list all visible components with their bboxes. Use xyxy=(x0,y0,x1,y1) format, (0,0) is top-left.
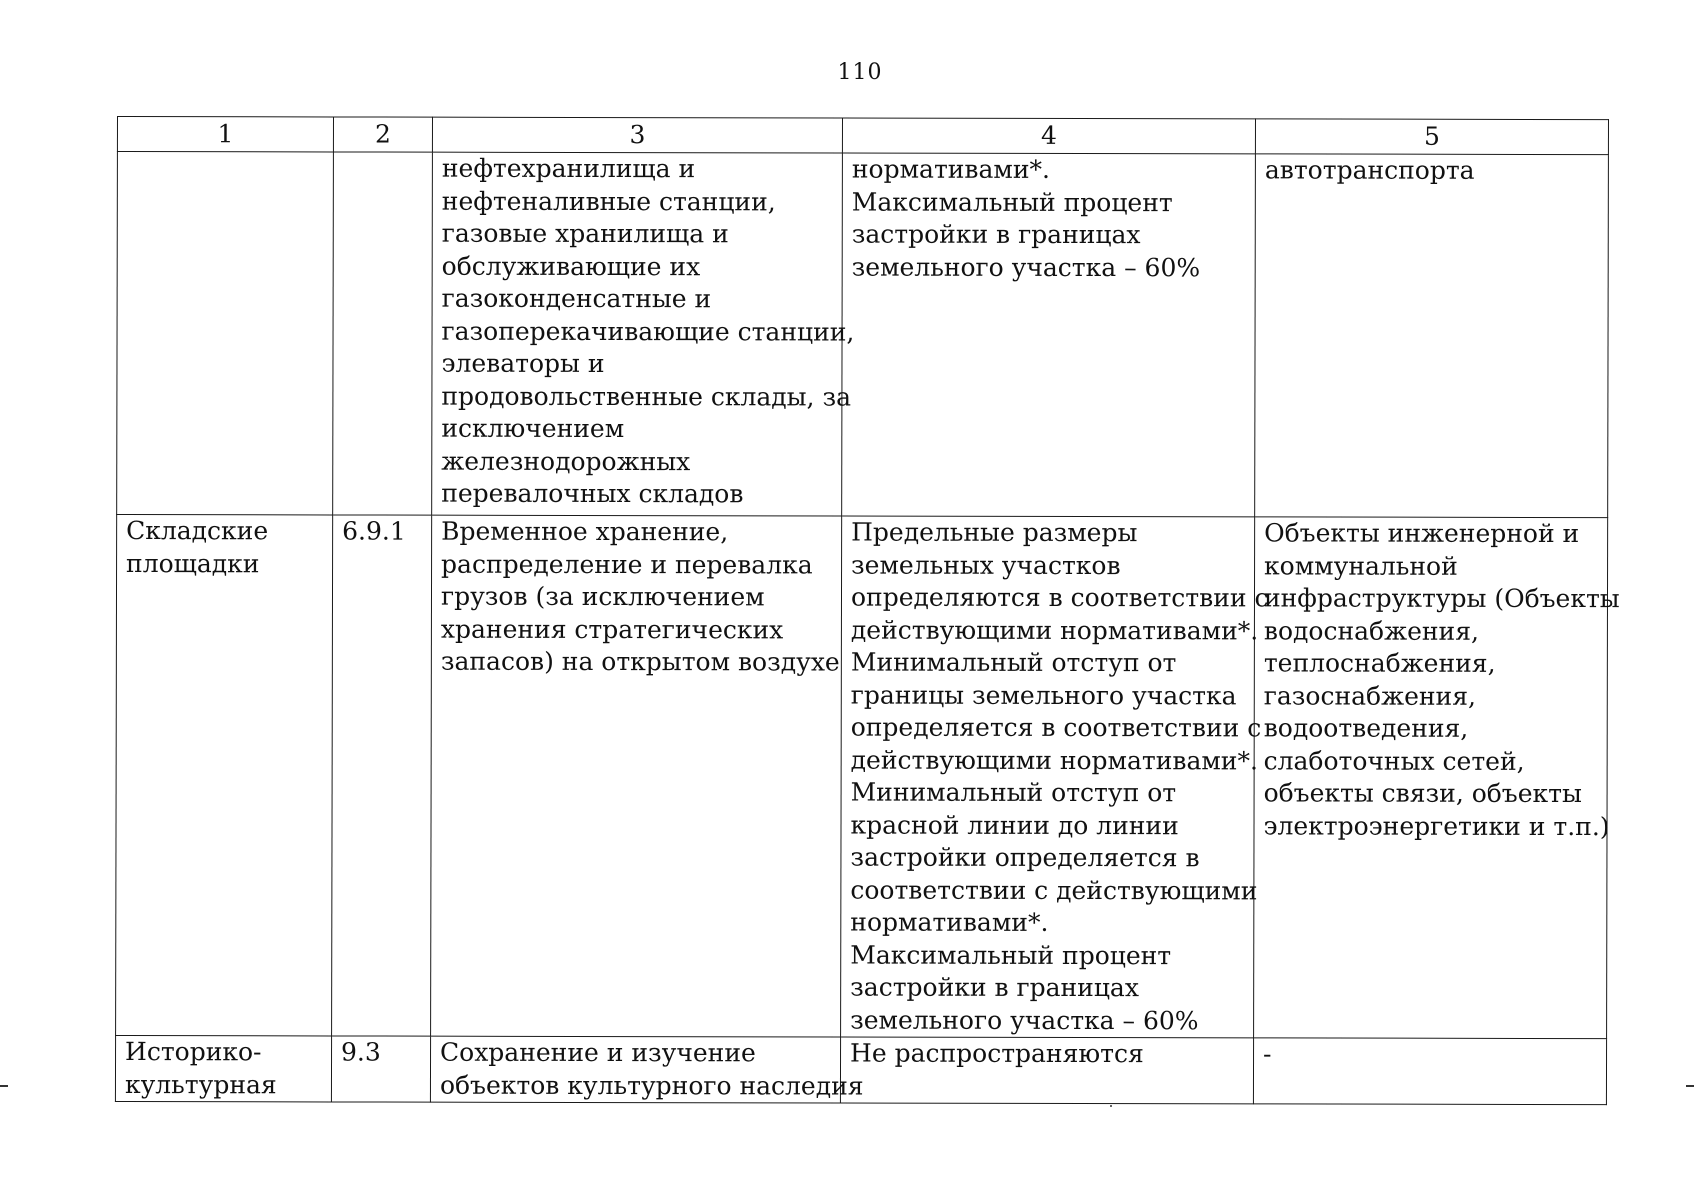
cell-parameters xyxy=(842,153,1256,517)
column-header-3: 3 xyxy=(432,117,842,153)
scan-edge-mark xyxy=(1686,1085,1694,1087)
cell-text-line: 9.3 xyxy=(341,1037,381,1067)
cell-text-line: хранения стратегических xyxy=(440,614,784,644)
cell-text-line: Максимальный процент xyxy=(851,187,1173,217)
cell-text-line: Объекты инженерной и xyxy=(1264,518,1580,549)
cell-text-line: перевалочных складов xyxy=(441,478,744,509)
cell-parameters xyxy=(840,1037,1253,1104)
cell-text-line: распределение и перевалка xyxy=(441,549,813,579)
cell-auxiliary-uses xyxy=(1253,1038,1606,1105)
cell-text-line: слаботочных сетей, xyxy=(1263,745,1525,776)
cell-text-line: исключением xyxy=(441,413,625,444)
cell-text-line: объектов культурного наследия xyxy=(439,1070,864,1101)
cell-use-type xyxy=(115,1035,331,1101)
cell-text-line: границы земельного участка xyxy=(850,680,1237,710)
column-header-5: 5 xyxy=(1255,119,1608,155)
cell-code xyxy=(332,515,432,1036)
cell-text-line: нормативами*. xyxy=(851,154,1051,184)
cell-description xyxy=(430,1036,864,1103)
cell-text-line: элеваторы и xyxy=(441,348,605,379)
cell-text-line: газовые хранилища и xyxy=(441,218,729,249)
cell-text-line: действующими нормативами*. xyxy=(850,745,1258,775)
cell-use-type xyxy=(117,152,334,515)
land-use-table xyxy=(115,116,1620,1105)
column-header-4: 4 xyxy=(842,118,1255,154)
cell-text-line: земельного участка – 60% xyxy=(851,252,1201,282)
cell-text-line: застройки в границах xyxy=(850,972,1139,1003)
cell-text-line: коммунальной xyxy=(1264,550,1458,581)
page-number: 110 xyxy=(837,60,883,85)
scan-dot-mark xyxy=(1110,1105,1112,1107)
table-row xyxy=(117,152,1609,518)
cell-text-line: газоснабжения, xyxy=(1263,680,1476,711)
table-row xyxy=(116,515,1608,1039)
cell-text-line: красной линии до линии xyxy=(850,810,1179,840)
cell-text-line: автотранспорта xyxy=(1264,155,1475,185)
cell-text-line: Временное хранение, xyxy=(441,516,729,547)
cell-use-type xyxy=(116,515,333,1036)
cell-text-line: теплоснабжения, xyxy=(1263,648,1496,678)
cell-text-line: обслуживающие их xyxy=(441,251,701,281)
table-header-row xyxy=(117,117,1608,155)
cell-text-line: определяются в соответствии с xyxy=(850,582,1269,613)
cell-text-line: газоперекачивающие станции, xyxy=(441,316,855,347)
cell-text-line: культурная xyxy=(124,1069,277,1099)
cell-text-line: площадки xyxy=(126,548,260,578)
cell-text-line: Не распространяются xyxy=(850,1038,1144,1069)
cell-text-line: - xyxy=(1263,1039,1272,1069)
cell-text-line: нефтехранилища и xyxy=(441,153,696,184)
cell-code xyxy=(333,152,433,515)
cell-text-line: Минимальный отступ от xyxy=(850,777,1177,808)
cell-text-line: 6.9.1 xyxy=(342,516,406,546)
cell-text-line: электроэнергетики и т.п.) xyxy=(1263,810,1610,841)
cell-text-line: водоотведения, xyxy=(1263,713,1469,743)
cell-text-line: земельных участков xyxy=(851,550,1121,580)
cell-text-line: Складские xyxy=(126,516,269,546)
cell-text-line: Минимальный отступ от xyxy=(850,647,1177,678)
column-header-2: 2 xyxy=(333,117,432,152)
cell-text-line: Сохранение и изучение xyxy=(440,1037,756,1068)
cell-text-line: нефтеналивные станции, xyxy=(441,186,776,216)
cell-text-line: действующими нормативами*. xyxy=(850,615,1259,645)
cell-text-line: Историко- xyxy=(125,1037,262,1067)
cell-text-line: инфраструктуры (Объекты xyxy=(1263,583,1620,614)
cell-text-line: определяется в соответствии с xyxy=(850,712,1262,743)
cell-code xyxy=(331,1036,430,1102)
cell-text-line: застройки в границах xyxy=(851,219,1141,250)
cell-text-line: застройки определяется в xyxy=(850,842,1200,873)
cell-text-line: Максимальный процент xyxy=(850,940,1172,970)
column-header-1: 1 xyxy=(117,117,333,152)
cell-description xyxy=(432,152,855,516)
cell-text-line: продовольственные склады, за xyxy=(441,381,852,412)
cell-auxiliary-uses xyxy=(1254,517,1620,1039)
cell-text-line: газоконденсатные и xyxy=(441,283,712,314)
cell-text-line: железнодорожных xyxy=(441,446,691,476)
scan-edge-mark xyxy=(0,1085,8,1087)
cell-text-line: соответствии с действующими xyxy=(850,875,1258,905)
cell-text-line: грузов (за исключением xyxy=(440,581,765,612)
cell-parameters xyxy=(841,516,1269,1038)
table-row xyxy=(115,1035,1606,1104)
cell-text-line: объекты связи, объекты xyxy=(1263,778,1582,809)
cell-text-line: нормативами*. xyxy=(850,907,1049,937)
cell-text-line: запасов) на открытом воздухе xyxy=(440,646,840,677)
cell-text-line: Предельные размеры xyxy=(851,517,1138,548)
cell-description xyxy=(431,515,842,1037)
cell-text-line: земельного участка – 60% xyxy=(850,1005,1199,1035)
cell-text-line: водоснабжения, xyxy=(1263,615,1479,646)
cell-auxiliary-uses xyxy=(1255,154,1609,518)
